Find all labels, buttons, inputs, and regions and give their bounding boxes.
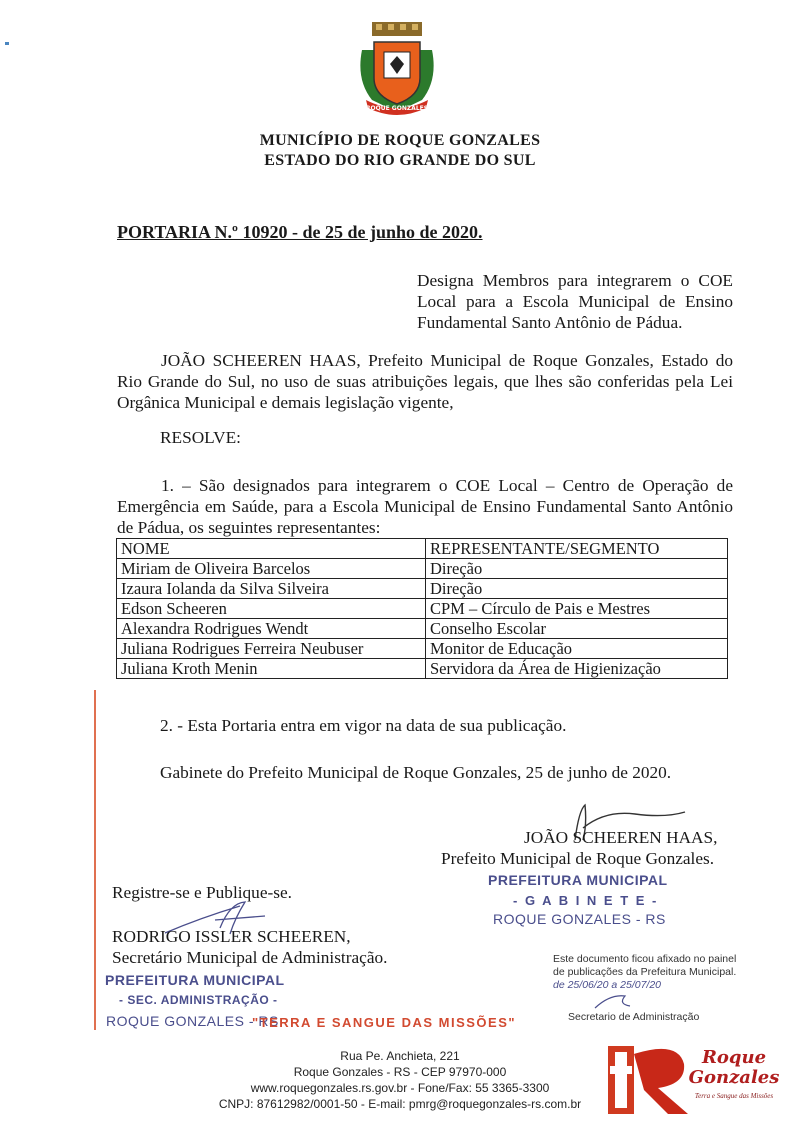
gabinete-stamp-line: PREFEITURA MUNICIPAL — [488, 872, 668, 888]
table-cell-name: Edson Scheeren — [117, 599, 426, 619]
footer-contact: www.roquegonzales.rs.gov.br - Fone/Fax: 55 3365-3300 — [250, 1081, 550, 1095]
afixacao-dates: de 25/06/20 a 25/07/20 — [553, 979, 662, 991]
state-heading: ESTADO DO RIO GRANDE DO SUL — [264, 152, 536, 169]
afixacao-signature-icon — [590, 990, 640, 1012]
registre-text: Registre-se e Publique-se. — [112, 883, 292, 902]
ementa-paragraph: Designa Membros para integrarem o COE Local para a Escola Municipal de Ensino Fundamental Santo Antônio de Pádua. — [417, 271, 733, 332]
table-row — [117, 619, 728, 639]
table-cell-name: Alexandra Rodrigues Wendt — [117, 619, 426, 639]
table-row — [117, 579, 728, 599]
table-cell-name: Miriam de Oliveira Barcelos — [117, 559, 426, 579]
table-header-cell: REPRESENTANTE/SEGMENTO — [426, 539, 728, 559]
margin-line — [94, 690, 96, 1030]
scan-mark — [5, 42, 9, 45]
closing-paragraph: Gabinete do Prefeito Municipal de Roque Gonzales, 25 de junho de 2020. — [160, 763, 672, 782]
table-cell-name: Juliana Kroth Menin — [117, 659, 426, 679]
crest-banner-text: ROQUE GONZALES — [365, 105, 429, 112]
footer-city: Roque Gonzales - RS - CEP 97970-000 — [293, 1065, 507, 1079]
footer-cnpj: CNPJ: 87612982/0001-50 - E-mail: pmrg@roquegonzales-rs.com.br — [218, 1097, 582, 1111]
article-1-paragraph: 1. – São designados para integrarem o COE Local – Centro de Operação de Emergência em Saúde, para a Escola Municipal de Ensino Fundamental Santo Antônio de Pádua, os seguintes representantes: — [117, 476, 733, 537]
logo-wordmark — [688, 1048, 780, 1088]
afixacao-text: Este documento ficou afixado no painel de publicações da Prefeitura Municipal. — [553, 953, 737, 978]
afixacao-stamp — [553, 953, 743, 992]
table-cell-segment: Direção — [426, 579, 728, 599]
table-header-cell: NOME — [117, 539, 426, 559]
municipal-crest-icon — [352, 20, 442, 120]
secretary-name: RODRIGO ISSLER SCHEEREN, — [112, 927, 351, 946]
representatives-table — [116, 538, 728, 679]
table-cell-segment: Monitor de Educação — [426, 639, 728, 659]
document-title: PORTARIA N.º 10920 - de 25 de junho de 2020. — [117, 222, 483, 242]
intro-paragraph: JOÃO SCHEEREN HAAS, Prefeito Municipal de Roque Gonzales, Estado do Rio Grande do Sul, no uso de suas atribuições legais, que lhes são conferidas pela Lei Orgânica Municipal e demais legislação vigente, — [117, 351, 733, 412]
table-row — [117, 559, 728, 579]
admin-stamp-line: PREFEITURA MUNICIPAL — [105, 972, 285, 988]
logo-word-2: Gonzales — [688, 1067, 780, 1088]
gabinete-stamp-line: - G A B I N E T E - — [513, 893, 659, 908]
table-row — [117, 639, 728, 659]
gabinete-stamp-line: ROQUE GONZALES - RS — [493, 911, 666, 927]
mayor-name: JOÃO SCHEEREN HAAS, — [524, 828, 718, 847]
table-row — [117, 659, 728, 679]
footer-address: Rua Pe. Anchieta, 221 — [340, 1049, 460, 1063]
municipality-heading: MUNICÍPIO DE ROQUE GONZALES — [259, 132, 541, 149]
table-cell-segment: Servidora da Área de Higienização — [426, 659, 728, 679]
admin-stamp-line: ROQUE GONZALES - RS — [106, 1013, 279, 1029]
afixacao-role: Secretario de Administração — [568, 1011, 700, 1023]
resolve-heading: RESOLVE: — [160, 428, 241, 447]
table-cell-name: Izaura Iolanda da Silva Silveira — [117, 579, 426, 599]
admin-stamp-line: - SEC. ADMINISTRAÇÃO - — [119, 993, 278, 1007]
table-cell-name: Juliana Rodrigues Ferreira Neubuser — [117, 639, 426, 659]
table-cell-segment: Direção — [426, 559, 728, 579]
table-header-row — [117, 539, 728, 559]
mayor-title: Prefeito Municipal de Roque Gonzales. — [441, 849, 715, 868]
article-2-paragraph: 2. - Esta Portaria entra em vigor na data de sua publicação. — [160, 716, 567, 735]
logo-word-1: Roque — [701, 1047, 767, 1068]
footer — [150, 1048, 650, 1112]
logo-slogan: Terra e Sangue das Missões — [694, 1092, 774, 1100]
table-cell-segment: Conselho Escolar — [426, 619, 728, 639]
table-cell-segment: CPM – Círculo de Pais e Mestres — [426, 599, 728, 619]
slogan-stamp: "TERRA E SANGUE DAS MISSÕES" — [252, 1015, 517, 1030]
table-row — [117, 599, 728, 619]
secretary-title: Secretário Municipal de Administração. — [112, 948, 388, 967]
